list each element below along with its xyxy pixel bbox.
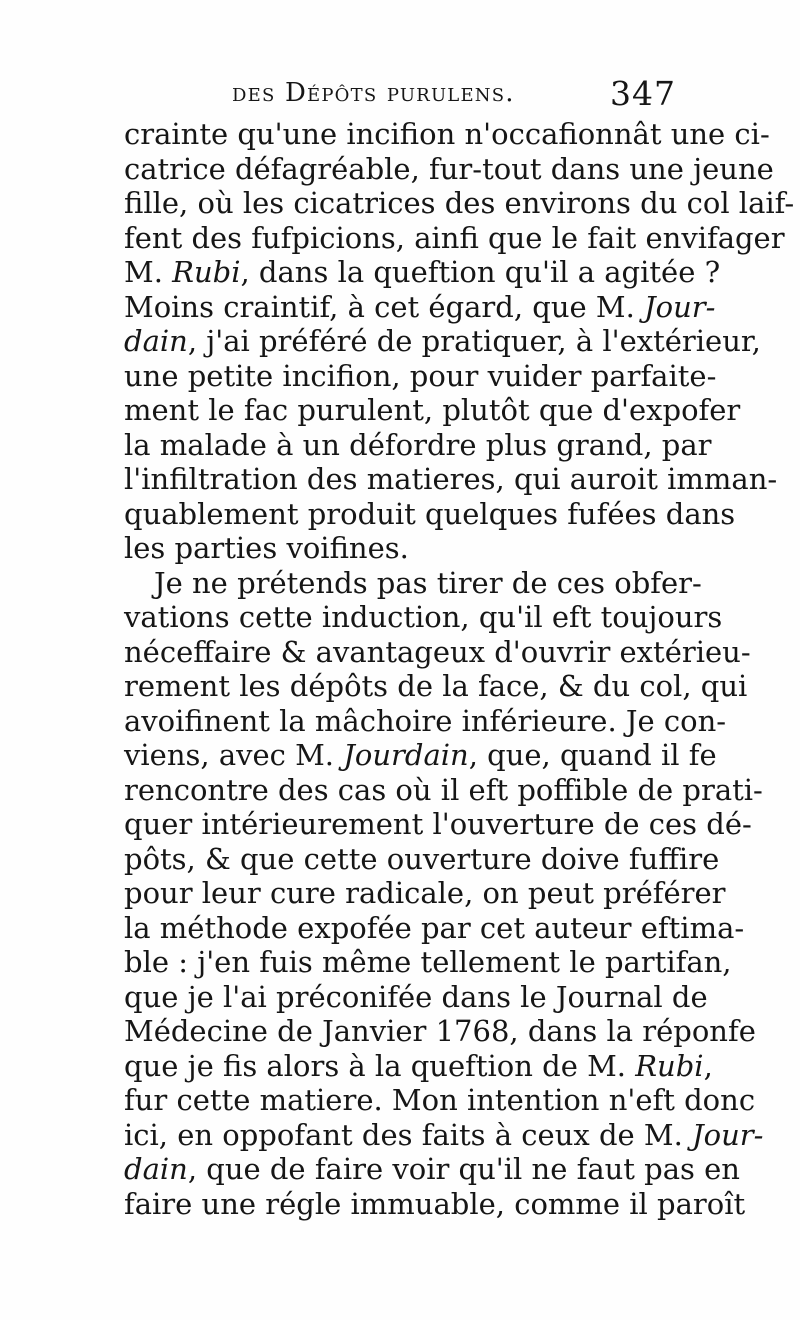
- italic-name: Jour-: [692, 1117, 764, 1152]
- text-line: rencontre des cas où il eft poffible de prati-: [124, 772, 763, 807]
- text-line: catrice défagréable, fur-tout dans une jeune: [124, 151, 774, 186]
- text-segment: viens, avec M.: [124, 738, 344, 772]
- text-line: ment le fac purulent, plutôt que d'expofer: [124, 393, 741, 427]
- paragraph: [124, 565, 764, 1222]
- text-line: [124, 1048, 713, 1084]
- text-segment: ,: [703, 1048, 713, 1083]
- text-segment: ici, en oppofant des faits à ceux de M.: [124, 1117, 693, 1152]
- italic-name: Jour-: [644, 289, 716, 324]
- page-number: 347: [610, 74, 676, 113]
- text-line: [124, 324, 761, 359]
- italic-name: Rubi: [172, 255, 241, 289]
- text-line: la malade à un défordre plus grand, par: [124, 427, 712, 462]
- text-line: crainte qu'une incifion n'occafionnât une ci-: [124, 117, 770, 151]
- text-line: faire une régle immuable, comme il paroît: [124, 1186, 746, 1221]
- text-line: néceffaire & avantageux d'ouvrir extérieu-: [124, 634, 751, 669]
- text-line: la méthode expofée par cet auteur eftima-: [124, 910, 745, 945]
- paragraph: [124, 117, 795, 566]
- text-line: [124, 255, 721, 290]
- text-line: l'infiltration des matieres, qui auroit imman-: [124, 462, 778, 496]
- italic-name: dain: [124, 324, 188, 358]
- text-line: pour leur cure radicale, on peut préférer: [124, 876, 726, 910]
- italic-name: Jourdain: [343, 738, 469, 772]
- text-segment: M.: [124, 255, 173, 289]
- text-line: Je ne prétends pas tirer de ces obfer-: [154, 565, 702, 600]
- text-line: quablement produit quelques fufées dans: [124, 496, 736, 531]
- italic-name: Rubi: [635, 1048, 704, 1083]
- text-line: [124, 289, 716, 325]
- italic-name: dain: [124, 1152, 188, 1186]
- text-line: vations cette induction, qu'il eft toujours: [124, 600, 723, 634]
- text-line: fent des fufpicions, ainfi que le fait envifager: [124, 220, 785, 255]
- body-text: [124, 117, 795, 1221]
- text-line: ble : j'en fuis même tellement le partifan,: [124, 945, 732, 979]
- text-line: [124, 1152, 740, 1187]
- text-line: avoifinent la mâchoire inférieure. Je con-: [124, 703, 727, 738]
- text-line: que je l'ai préconifée dans le Journal de: [124, 979, 708, 1014]
- text-line: pôts, & que cette ouverture doive fuffire: [124, 841, 720, 876]
- text-line: Médecine de Janvier 1768, dans la réponfe: [124, 1014, 756, 1048]
- running-head: [232, 74, 684, 114]
- text-segment: , que de faire voir qu'il ne faut pas en: [187, 1152, 740, 1186]
- text-line: rement les dépôts de la face, & du col, qui: [124, 669, 748, 703]
- text-line: fur cette matiere. Mon intention n'eft donc: [124, 1083, 756, 1117]
- text-line: [124, 738, 717, 773]
- text-line: fille, où les cicatrices des environs du col laif-: [124, 186, 795, 220]
- text-segment: , j'ai préféré de pratiquer, à l'extérieur,: [187, 324, 761, 358]
- text-line: les parties voifines.: [124, 531, 409, 565]
- text-segment: Moins craintif, à cet égard, que M.: [124, 289, 645, 324]
- text-line: une petite incifion, pour vuider parfaite-: [124, 358, 717, 393]
- text-line: [124, 1117, 764, 1153]
- text-segment: , que, quand il fe: [468, 738, 717, 772]
- text-segment: que je fis alors à la queftion de M.: [124, 1048, 636, 1083]
- text-segment: , dans la queftion qu'il a agitée ?: [240, 255, 721, 289]
- text-line: quer intérieurement l'ouverture de ces dé-: [124, 807, 752, 841]
- running-title: des Dépôts purulens.: [232, 78, 515, 108]
